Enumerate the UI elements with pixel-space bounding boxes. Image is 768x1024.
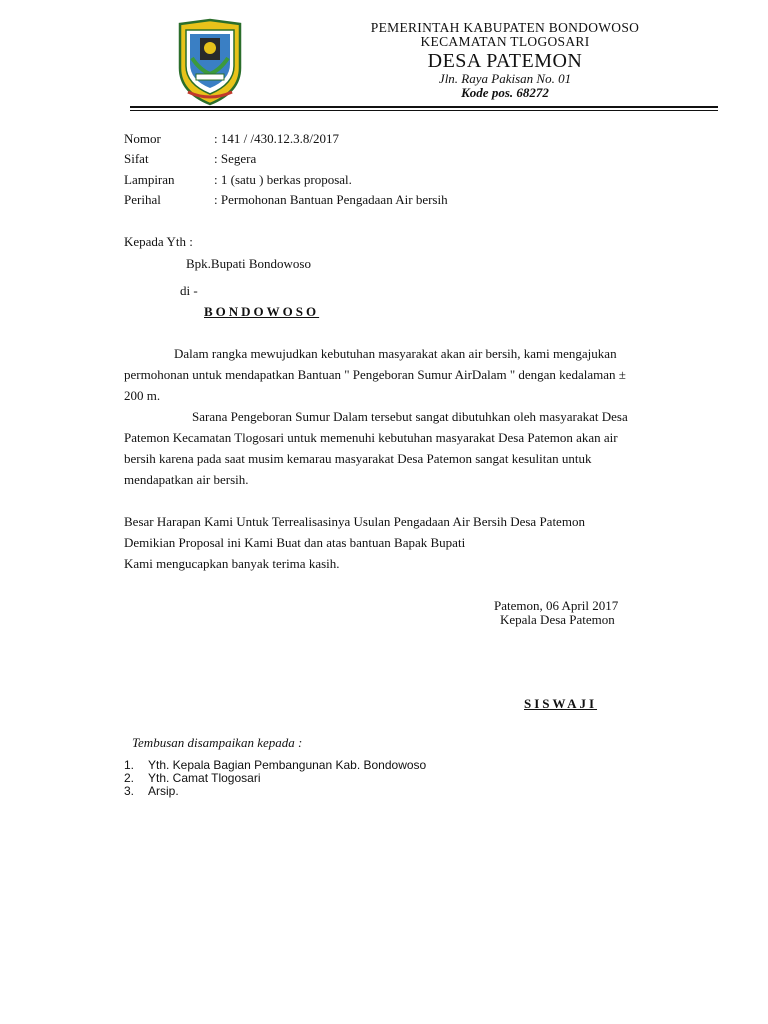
paragraph2-line3: bersih karena pada saat musim kemarau masyarakat Desa Patemon sangat kesulitan untuk — [124, 451, 592, 466]
bondowoso-regency-emblem-icon — [174, 18, 246, 106]
cc-item-text: Yth. Kepala Bagian Pembangunan Kab. Bondowoso — [148, 758, 427, 772]
letterhead-district: KECAMATAN TLOGOSARI — [420, 34, 590, 49]
cc-item-text: Yth. Camat Tlogosari — [148, 771, 261, 785]
letterhead-government: PEMERINTAH KABUPATEN BONDOWOSO — [370, 20, 640, 35]
paragraph2-line1: Sarana Pengeboran Sumur Dalam tersebut sangat dibutuhkan oleh masyarakat Desa — [192, 409, 628, 424]
cc-item-number: 1. — [124, 758, 135, 772]
letterhead-village: DESA PATEMON — [427, 50, 583, 72]
recipient-greeting: Kepada Yth : — [124, 234, 193, 249]
paragraph2-line4: mendapatkan air bersih. — [124, 472, 249, 487]
paragraph1-line3: 200 m. — [124, 388, 161, 403]
paragraph3-line1: Besar Harapan Kami Untuk Terrealisasinya Usulan Pengadaan Air Bersih Desa Patemon — [124, 514, 585, 529]
meta-label-sifat: Sifat — [124, 151, 149, 166]
recipient-name: Bpk.Bupati Bondowoso — [186, 256, 311, 271]
letterhead-divider-thin — [130, 110, 718, 111]
meta-label-perihal: Perihal — [124, 192, 161, 207]
letterhead-postal-code: Kode pos. 68272 — [461, 85, 549, 100]
paragraph3-line2: Demikian Proposal ini Kami Buat dan atas bantuan Bapak Bupati — [124, 535, 466, 550]
meta-value-sifat: : Segera — [214, 151, 257, 166]
meta-label-nomor: Nomor — [124, 131, 161, 146]
cc-heading: Tembusan disampaikan kepada : — [132, 735, 303, 750]
signature-place-date: Patemon, 06 April 2017 — [494, 598, 619, 613]
signature-title: Kepala Desa Patemon — [500, 612, 615, 627]
meta-value-lampiran: : 1 (satu ) berkas proposal. — [214, 172, 352, 187]
cc-item-text: Arsip. — [148, 784, 179, 798]
signature-name: SISWAJI — [524, 696, 598, 711]
meta-label-lampiran: Lampiran — [124, 172, 175, 187]
paragraph1-line2: permohonan untuk mendapatkan Bantuan " Pengeboran Sumur AirDalam " dengan kedalaman ± — [124, 367, 626, 382]
recipient-di: di - — [180, 283, 198, 298]
letterhead-divider — [130, 106, 718, 108]
meta-value-nomor: : 141 / /430.12.3.8/2017 — [214, 131, 339, 146]
paragraph1-line1: Dalam rangka mewujudkan kebutuhan masyarakat akan air bersih, kami mengajukan — [174, 346, 617, 361]
meta-value-perihal: : Permohonan Bantuan Pengadaan Air bersih — [214, 192, 448, 207]
paragraph2-line2: Patemon Kecamatan Tlogosari untuk memenuhi kebutuhan masyarakat Desa Patemon akan air — [124, 430, 618, 445]
letterhead-address: Jln. Raya Pakisan No. 01 — [438, 71, 572, 86]
paragraph3-line3: Kami mengucapkan banyak terima kasih. — [124, 556, 340, 571]
cc-item-number: 3. — [124, 784, 135, 798]
cc-item-number: 2. — [124, 771, 135, 785]
recipient-city: BONDOWOSO — [204, 304, 320, 319]
